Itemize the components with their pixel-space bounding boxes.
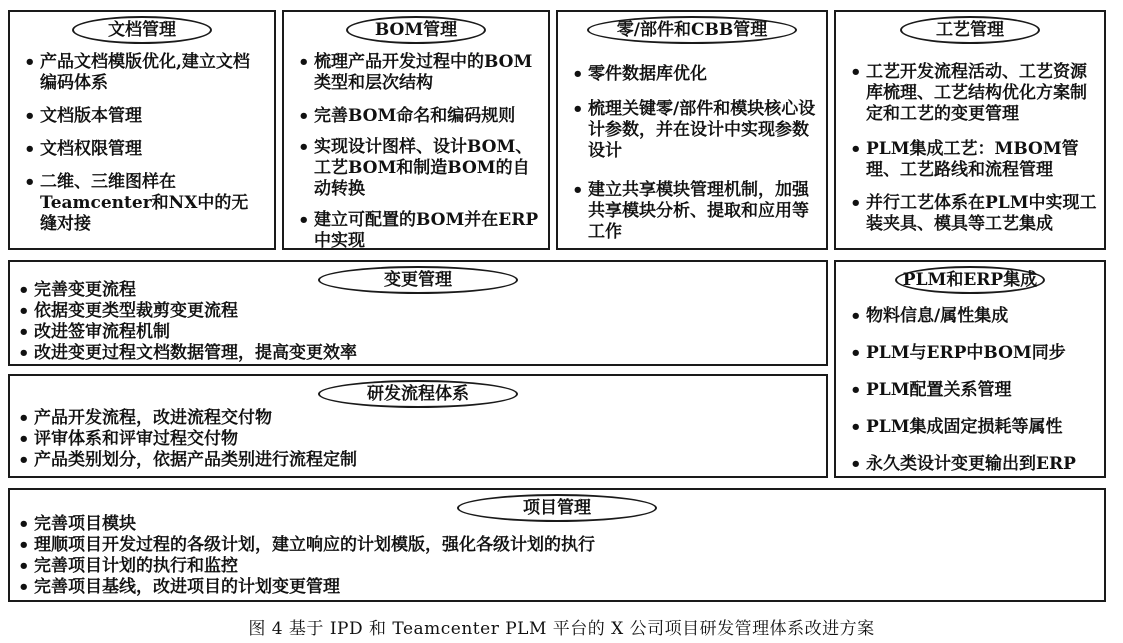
parts-cbb-management-title: 零/部件和CBB管理: [587, 16, 797, 44]
project-management-list: [18, 514, 1078, 598]
process-management-title: 工艺管理: [900, 16, 1040, 44]
doc-management-list: [24, 52, 264, 235]
list-item: • 完善变更流程: [18, 280, 798, 301]
parts-cbb-management-list: [572, 64, 818, 243]
rd-process-system-list: [18, 408, 798, 471]
list-item: • 产品文档模版优化,建立文档编码体系: [24, 52, 264, 94]
list-item: • 梳理关键零/部件和模块核心设计参数，并在设计中实现参数设计: [572, 99, 818, 162]
list-item: • 梳理产品开发过程中的BOM类型和层次结构: [298, 52, 540, 94]
process-management-box: [834, 10, 1106, 250]
list-item: • 并行工艺体系在PLM中实现工装夹具、模具等工艺集成: [850, 193, 1100, 235]
change-management-list: [18, 280, 798, 364]
plm-erp-integration-title: PLM和ERP集成: [895, 266, 1045, 294]
rd-process-system-box: [8, 374, 828, 478]
project-management-box: [8, 488, 1106, 602]
list-item: • 完善BOM命名和编码规则: [298, 106, 540, 127]
list-item: • PLM集成固定损耗等属性: [850, 417, 1105, 438]
plm-erp-integration-list: [850, 306, 1105, 475]
list-item: • 产品类别划分，依据产品类别进行流程定制: [18, 450, 798, 471]
change-management-box: [8, 260, 828, 366]
project-management-title: 项目管理: [457, 494, 657, 522]
list-item: • 物料信息/属性集成: [850, 306, 1105, 327]
doc-management-title: 文档管理: [72, 16, 212, 44]
list-item: • 依据变更类型裁剪变更流程: [18, 301, 798, 322]
list-item: • PLM与ERP中BOM同步: [850, 343, 1105, 364]
list-item: • 文档权限管理: [24, 139, 264, 160]
list-item: • 二维、三维图样在Teamcenter和NX中的无缝对接: [24, 172, 264, 235]
parts-cbb-management-box: [556, 10, 828, 250]
list-item: • 理顺项目开发过程的各级计划，建立响应的计划模版，强化各级计划的执行: [18, 535, 1078, 556]
list-item: • 实现设计图样、设计BOM、工艺BOM和制造BOM的自动转换: [298, 137, 540, 200]
bom-management-title: BOM管理: [346, 16, 486, 44]
list-item: • 永久类设计变更输出到ERP: [850, 454, 1105, 475]
list-item: • 完善项目计划的执行和监控: [18, 556, 1078, 577]
rd-process-system-title: 研发流程体系: [318, 380, 518, 408]
list-item: • PLM配置关系管理: [850, 380, 1105, 401]
list-item: • 建立共享模块管理机制，加强共享模块分析、提取和应用等工作: [572, 180, 818, 243]
list-item: • 改进签审流程机制: [18, 322, 798, 343]
list-item: • 完善项目基线，改进项目的计划变更管理: [18, 577, 1078, 598]
plm-erp-integration-box: [834, 260, 1106, 478]
list-item: • 完善项目模块: [18, 514, 1078, 535]
list-item: • 工艺开发流程活动、工艺资源库梳理、工艺结构优化方案制定和工艺的变更管理: [850, 62, 1100, 125]
list-item: • 文档版本管理: [24, 106, 264, 127]
doc-management-box: [8, 10, 276, 250]
bom-management-list: [298, 52, 540, 252]
list-item: • 改进变更过程文档数据管理，提高变更效率: [18, 343, 798, 364]
list-item: • 产品开发流程，改进流程交付物: [18, 408, 798, 429]
bom-management-box: [282, 10, 550, 250]
change-management-title: 变更管理: [318, 266, 518, 294]
list-item: • 评审体系和评审过程交付物: [18, 429, 798, 450]
list-item: • 建立可配置的BOM并在ERP中实现: [298, 210, 540, 252]
list-item: • PLM集成工艺：MBOM管理、工艺路线和流程管理: [850, 139, 1100, 181]
process-management-list: [850, 62, 1100, 235]
list-item: • 零件数据库优化: [572, 64, 818, 85]
figure-caption: 图 4 基于 IPD 和 Teamcenter PLM 平台的 X 公司项目研发管理体系改进方案: [248, 619, 875, 639]
